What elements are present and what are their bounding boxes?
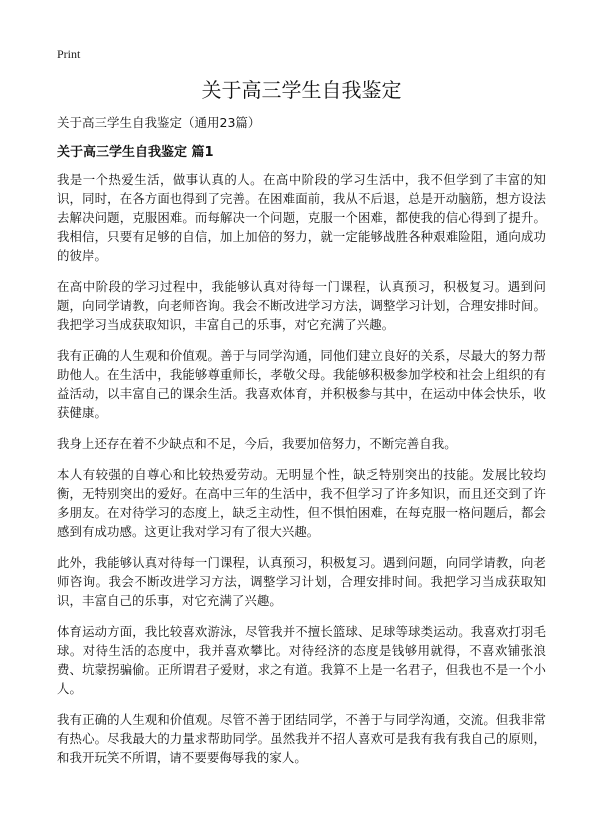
paragraph: 我身上还存在着不少缺点和不足，今后，我要加倍努力，不断完善自我。 — [57, 436, 457, 451]
document-subtitle: 关于高三学生自我鉴定（通用23篇） — [57, 115, 261, 130]
document-title: 关于高三学生自我鉴定 — [201, 78, 402, 102]
paragraph: 在高中阶段的学习过程中，我能够认真对待每一门课程，认真预习，积极复习。遇到问题，向同学请教，向老师咨询。我会不断改进学习方法，调整学习计划，合理安排时间。我把学习当成获取知识，丰富自己的乐事，对它充满了兴趣。 — [57, 279, 546, 332]
paragraph: 我是一个热爱生活，做事认真的人。在高中阶段的学习生活中，我不但学到了丰富的知识，同时，在各方面也得到了完善。在困难面前，我从不后退，总是开动脑筋，想方设法去解决问题，克服困难。而每解决一个问题，克服一个困难，都使我的信心得到了提升。我相信，只要有足够的自信，加上加倍的努力，就一定能够战胜各种艰难险阻，通向成功的彼岸。 — [57, 172, 546, 263]
paragraph: 本人有较强的自尊心和比较热爱劳动。无明显个性，缺乏特别突出的技能。发展比较均衡，无特别突出的爱好。在高中三年的生活中，我不但学习了许多知识，而且还交到了许多朋友。在对待学习的态度上，缺乏主动性，但不惧怕困难，在每克服一格问题后，都会感到有成功感。这更让我对学习有了很大兴趣。 — [57, 467, 546, 539]
print-label[interactable]: Print — [57, 47, 81, 61]
section-heading: 关于高三学生自我鉴定 篇1 — [57, 145, 214, 160]
body-text — [57, 170, 546, 767]
paragraph: 此外，我能够认真对待每一门课程，认真预习，积极复习。遇到问题，向同学请教，向老师咨询。我会不断改进学习方法，调整学习计划，合理安排时间。我把学习当成获取知识，丰富自己的乐事，对它充满了兴趣。 — [57, 555, 546, 608]
paragraph: 我有正确的人生观和价值观。尽管不善于团结同学，不善于与同学沟通，交流。但我非常有热心。尽我最大的力量求帮助同学。虽然我并不招人喜欢可是我有我有我自己的原则，和我开玩笑不所谓，请不要要侮辱我的家人。 — [57, 712, 546, 765]
paragraph: 体育运动方面，我比较喜欢游泳，尽管我并不擅长篮球、足球等球类运动。我喜欢打羽毛球。对待生活的态度中，我并喜欢攀比。对待经济的态度是钱够用就得，不喜欢铺张浪费、坑蒙拐骗偷。正所谓君子爱财，求之有道。我算不上是一名君子，但我也不是一个小人。 — [57, 624, 546, 696]
paragraph: 我有正确的人生观和价值观。善于与同学沟通，同他们建立良好的关系，尽最大的努力帮助他人。在生活中，我能够尊重师长，孝敬父母。我能够积极参加学校和社会上组织的有益活动，以丰富自己的课余生活。我喜欢体育，并积极参与其中，在运动中体会快乐，收获健康。 — [57, 348, 546, 420]
